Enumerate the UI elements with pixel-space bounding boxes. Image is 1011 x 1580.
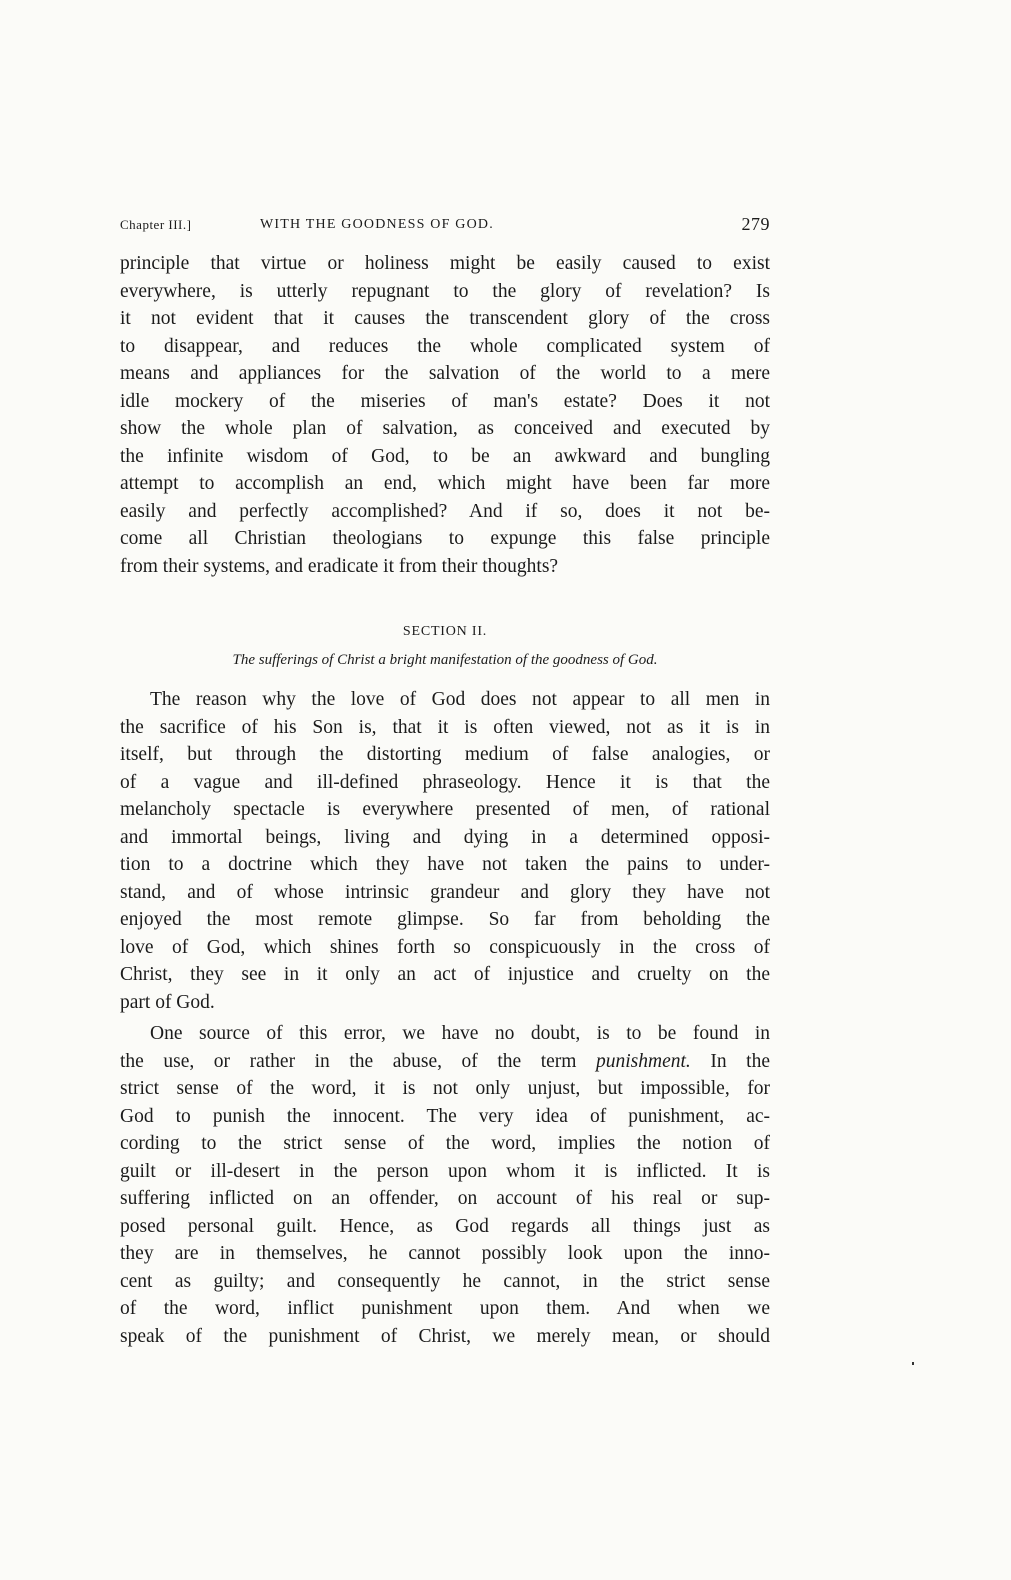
chapter-label: Chapter III.]	[120, 217, 192, 232]
section-heading: SECTION II.	[402, 624, 488, 639]
text-line: of a vague and ill-defined phraseology. Hence it is that the	[120, 771, 770, 793]
text-line: One source of this error, we have no doubt, is to be found in	[150, 1023, 770, 1044]
paragraph-continued	[120, 250, 770, 580]
text-line: from their systems, and eradicate it from their thoughts?	[120, 555, 559, 577]
text-segment: In the	[690, 1050, 770, 1072]
text-line: they are in themselves, he cannot possibly look upon the inno-	[120, 1243, 770, 1264]
paragraph-reason	[120, 686, 770, 1016]
text-line: posed personal guilt. Hence, as God regards all things just as	[120, 1215, 770, 1237]
text-line: idle mockery of the miseries of man's estate? Does it not	[120, 390, 770, 412]
text-line: come all Christian theologians to expunge this false principle	[120, 528, 770, 549]
text-line: The reason why the love of God does not appear to all men in	[150, 689, 770, 710]
text-line: cording to the strict sense of the word, implies the notion of	[120, 1133, 770, 1154]
text-line: easily and perfectly accomplished? And if so, does it not be-	[120, 500, 770, 522]
scan-speck	[912, 1362, 914, 1365]
text-line: means and appliances for the salvation of the world to a mere	[120, 363, 770, 384]
paragraph-punishment	[120, 1020, 770, 1350]
running-title: WITH THE GOODNESS OF GOD.	[260, 217, 494, 232]
text-line: the sacrifice of his Son is, that it is often viewed, not as it is in	[120, 716, 770, 738]
text-segment: the use, or rather in the abuse, of the term	[120, 1050, 597, 1072]
text-line: cent as guilty; and consequently he cannot, in the strict sense	[120, 1270, 770, 1292]
text-line: suffering inflicted on an offender, on account of his real or sup-	[120, 1188, 770, 1209]
page-number: 279	[741, 214, 770, 234]
text-line: show the whole plan of salvation, as conceived and executed by	[120, 418, 770, 439]
text-line: attempt to accomplish an end, which might have been far more	[120, 473, 770, 494]
text-line: stand, and of whose intrinsic grandeur and glory they have not	[120, 881, 770, 903]
text-line: to disappear, and reduces the whole complicated system of	[120, 335, 770, 357]
text-line: principle that virtue or holiness might be easily caused to exist	[120, 253, 770, 274]
text-line: love of God, which shines forth so conspicuously in the cross of	[120, 936, 770, 958]
italic-term: punishment.	[596, 1050, 691, 1072]
text-line: tion to a doctrine which they have not taken the pains to under-	[120, 854, 770, 875]
text-line: guilt or ill-desert in the person upon whom it is inflicted. It is	[120, 1160, 770, 1182]
text-line: strict sense of the word, it is not only unjust, but impossible, for	[120, 1078, 770, 1099]
text-line-with-italic	[120, 1048, 770, 1076]
text-line: speak of the punishment of Christ, we merely mean, or should	[120, 1325, 770, 1347]
text-line: of the word, inflict punishment upon them. And when we	[120, 1298, 770, 1319]
text-line: enjoyed the most remote glimpse. So far from beholding the	[120, 909, 770, 930]
text-line: melancholy spectacle is everywhere presented of men, of rational	[120, 799, 770, 820]
text-line: the infinite wisdom of God, to be an awkward and bungling	[120, 445, 770, 467]
running-head	[120, 214, 770, 240]
text-line: it not evident that it causes the transcendent glory of the cross	[120, 308, 770, 329]
text-line: Christ, they see in it only an act of injustice and cruelty on the	[120, 964, 770, 985]
book-page	[120, 214, 770, 1350]
text-line: God to punish the innocent. The very idea of punishment, ac-	[120, 1105, 770, 1127]
text-line: and immortal beings, living and dying in a determined opposi-	[120, 826, 770, 848]
section-subtitle: The sufferings of Christ a bright manifestation of the goodness of God.	[232, 652, 658, 668]
text-line: part of God.	[120, 991, 215, 1013]
text-line: itself, but through the distorting medium of false analogies, or	[120, 744, 770, 765]
text-line: everywhere, is utterly repugnant to the glory of revelation? Is	[120, 280, 770, 302]
